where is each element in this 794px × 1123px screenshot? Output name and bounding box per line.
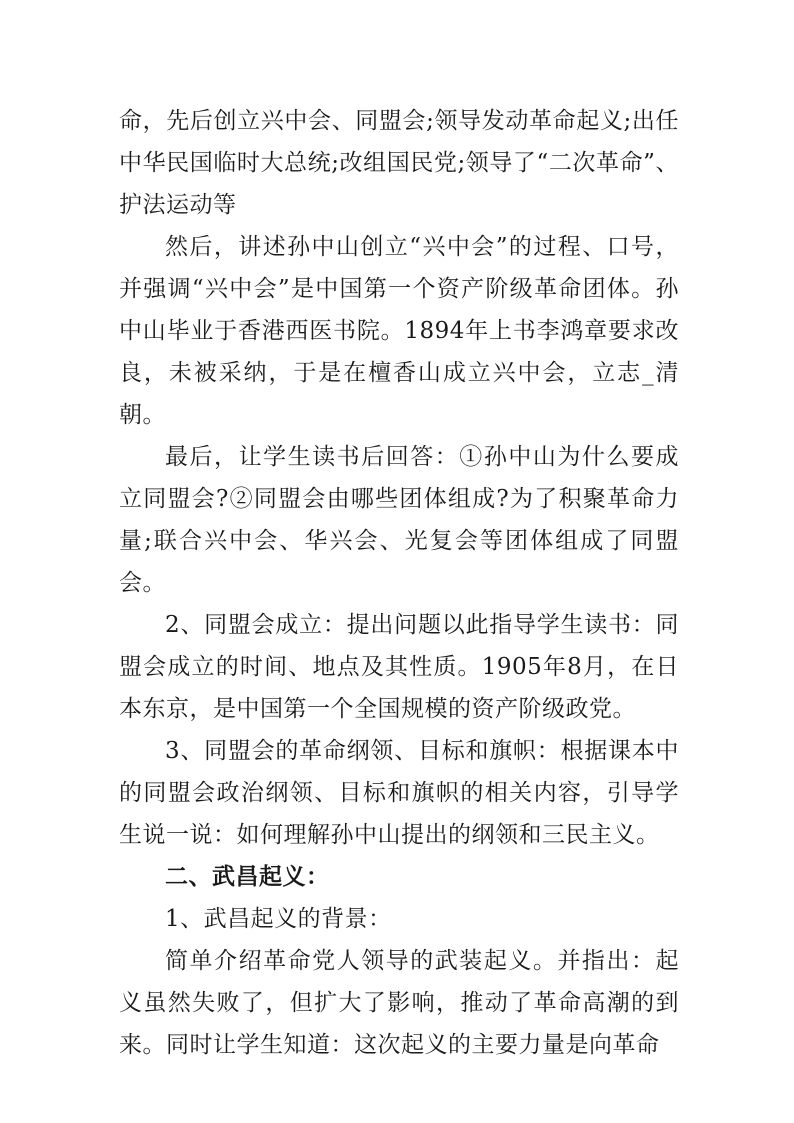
section-heading-wuchang-uprising: 二、武昌起义：: [165, 863, 330, 890]
paragraph-tongmenghui-program: 3、同盟会的革命纲领、目标和旗帜：根据课本中的同盟会政治纲领、目标和旗帜的相关内容，引导学生说一说：如何理解孙中山提出的纲领和三民主义。: [119, 738, 679, 848]
paragraph-sun-achievements: 命，先后创立兴中会、同盟会;领导发动革命起义;出任中华民国临时大总统;改组国民党;领导了“二次革命”、护法运动等: [119, 108, 679, 218]
paragraph-student-questions: 最后，让学生读书后回答：①孙中山为什么要成立同盟会?②同盟会由哪些团体组成?为了积聚革命力量;联合兴中会、华兴会、光复会等团体组成了同盟会。: [119, 444, 679, 596]
subheading-uprising-background: 1、武昌起义的背景：: [165, 906, 392, 932]
paragraph-tongmenghui-founding: 2、同盟会成立：提出问题以此指导学生读书：同盟会成立的时间、地点及其性质。1905年8月，在日本东京，是中国第一个全国规模的资产阶级政党。: [119, 612, 679, 722]
paragraph-armed-uprisings: 简单介绍革命党人领导的武装起义。并指出：起义虽然失败了，但扩大了影响，推动了革命高潮的到来。同时让学生知道：这次起义的主要力量是向革命: [119, 948, 679, 1058]
document-body: [119, 100, 679, 1066]
paragraph-xingzhonghui: 然后，讲述孙中山创立“兴中会”的过程、口号，并强调“兴中会”是中国第一个资产阶级革命团体。孙中山毕业于香港西医书院。1894年上书李鸿章要求改良，未被采纳，于是在檀香山成立兴中会，立志_清朝。: [119, 234, 679, 428]
